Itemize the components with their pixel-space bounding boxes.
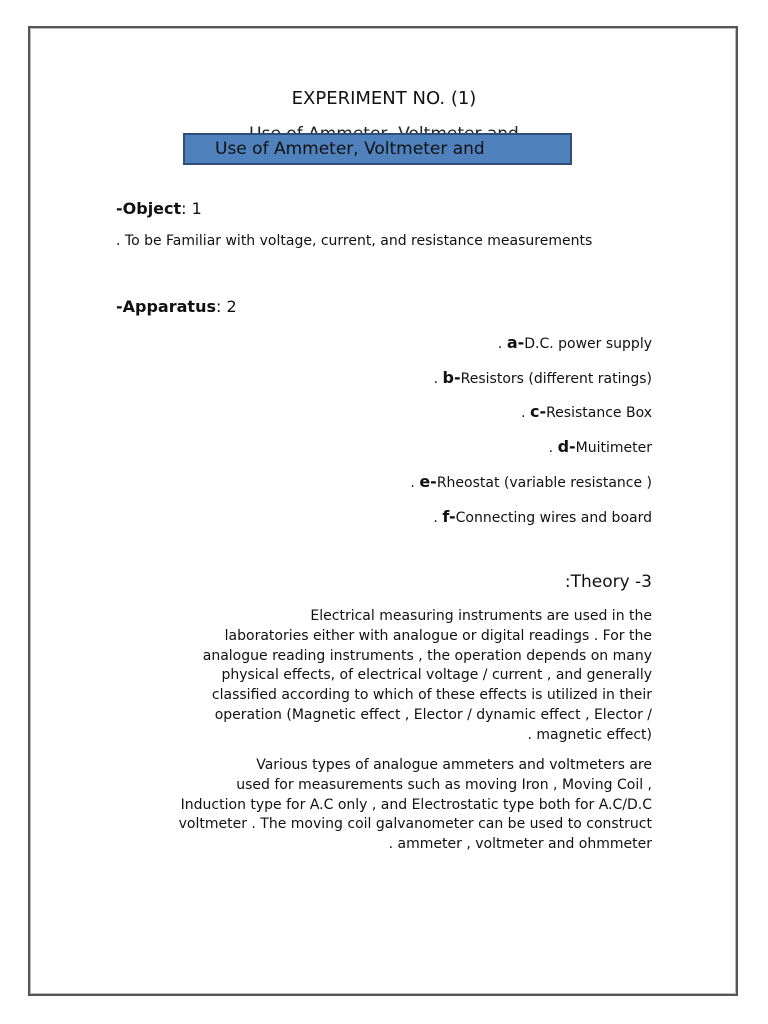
object-text: . To be Familiar with voltage, current, and resistance measurements bbox=[116, 233, 593, 249]
apparatus-item bbox=[434, 368, 652, 387]
item-prefix: . bbox=[497, 336, 507, 352]
object-heading bbox=[116, 199, 202, 218]
item-text: Resistors (different ratings) bbox=[460, 371, 652, 387]
item-prefix: . bbox=[433, 510, 443, 526]
text-line: Electrical measuring instruments are used in the bbox=[310, 608, 652, 624]
apparatus-number: : 2 bbox=[215, 297, 237, 316]
text-line: analogue reading instruments , the operation depends on many bbox=[202, 647, 652, 664]
theory-heading: :Theory -3 bbox=[564, 572, 652, 592]
apparatus-item bbox=[410, 472, 652, 491]
experiment-title: EXPERIMENT NO. (1) bbox=[291, 88, 477, 109]
item-prefix: . bbox=[521, 405, 530, 421]
item-prefix: . bbox=[433, 371, 443, 387]
item-text: Connecting wires and board bbox=[455, 510, 652, 526]
text-line: voltmeter . The moving coil galvanometer can be used to construct bbox=[178, 816, 652, 833]
text-line: classified according to which of these effects is utilized in their bbox=[211, 687, 652, 704]
text-line: operation (Magnetic effect , Elector / dynamic effect , Elector / bbox=[214, 706, 652, 723]
apparatus-label: -Apparatus bbox=[116, 297, 216, 316]
apparatus-item bbox=[521, 402, 652, 421]
object-label: -Object bbox=[116, 199, 182, 218]
item-letter: a- bbox=[506, 333, 525, 352]
item-text: Resistance Box bbox=[546, 405, 652, 421]
text-line: . ammeter , voltmeter and ohmmeter bbox=[388, 836, 652, 853]
object-number: : 1 bbox=[181, 199, 202, 218]
item-letter: d- bbox=[557, 437, 576, 456]
text-line: Induction type for A.C only , and Electrostatic type both for A.C/D.C bbox=[180, 796, 652, 813]
apparatus-item bbox=[433, 507, 652, 526]
item-prefix: . bbox=[410, 475, 420, 491]
item-letter: c- bbox=[529, 402, 547, 421]
apparatus-heading bbox=[116, 297, 237, 316]
text-line: used for measurements such as moving Iron , Moving Coil , bbox=[236, 776, 652, 793]
item-text: Muitimeter bbox=[575, 440, 652, 456]
subtitle-partial-text bbox=[0, 123, 768, 133]
theory-paragraph-1 bbox=[118, 607, 652, 746]
text-line: . magnetic effect) bbox=[527, 726, 652, 743]
item-letter: e- bbox=[419, 472, 437, 491]
item-letter: f- bbox=[442, 507, 456, 526]
item-letter: b- bbox=[442, 368, 461, 387]
text-line: laboratories either with analogue or digital readings . For the bbox=[224, 627, 652, 644]
theory-paragraph-2 bbox=[118, 756, 652, 855]
item-text: Rheostat (variable resistance ) bbox=[436, 475, 652, 491]
apparatus-item bbox=[549, 437, 652, 456]
text-line: Various types of analogue ammeters and voltmeters are bbox=[256, 757, 652, 773]
item-text: D.C. power supply bbox=[524, 336, 652, 352]
text-line: physical effects, of electrical voltage / current , and generally bbox=[221, 667, 652, 684]
subtitle-text-box: Use of Ammeter, Voltmeter and bbox=[183, 133, 572, 165]
apparatus-item bbox=[498, 333, 652, 352]
item-prefix: . bbox=[548, 440, 558, 456]
